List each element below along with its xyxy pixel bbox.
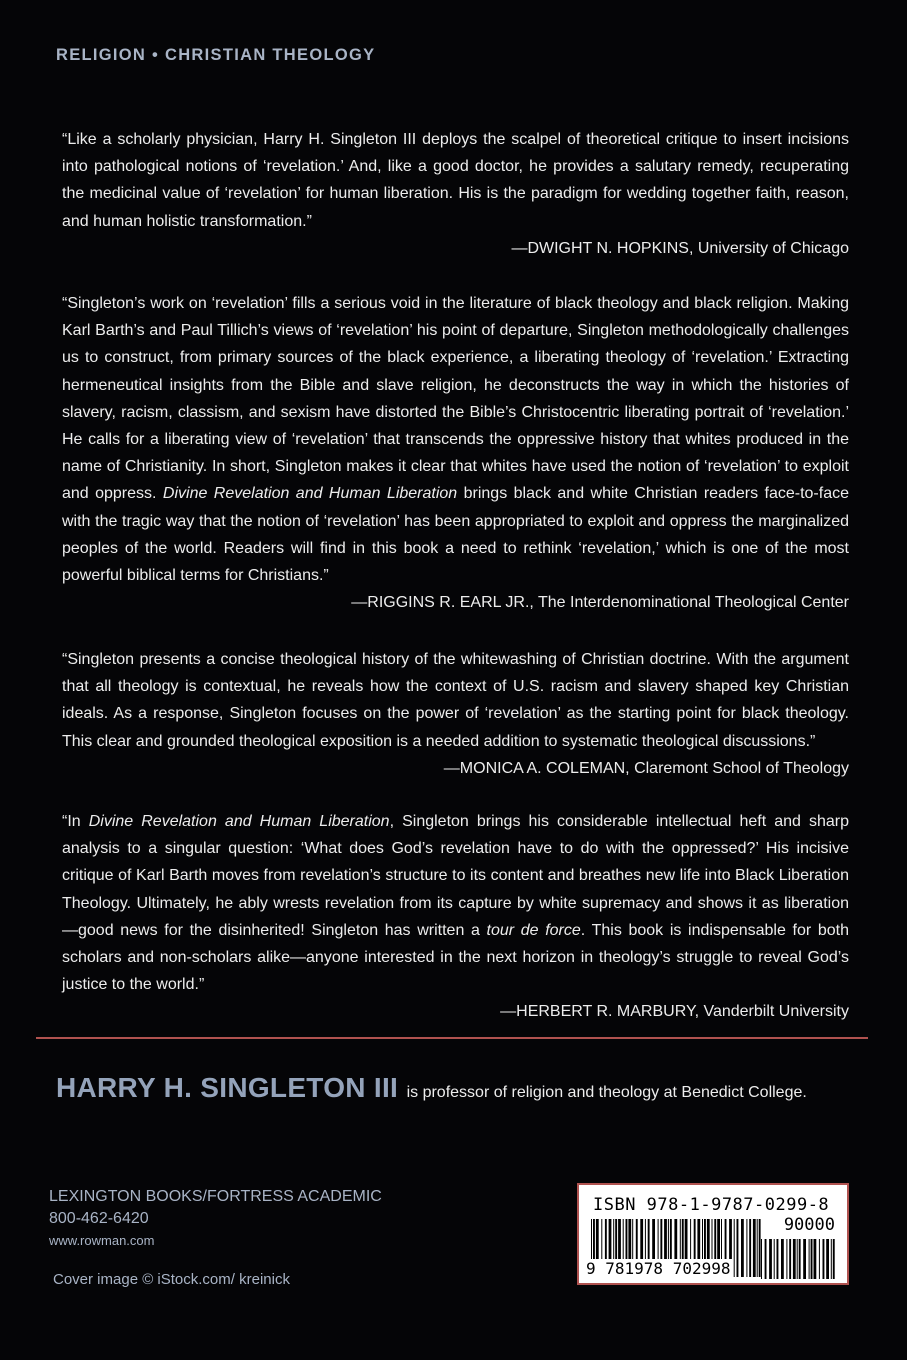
author-bio: [56, 1072, 807, 1104]
endorser-name: —RIGGINS R. EARL JR.: [351, 594, 530, 612]
publisher-website: www.rowman.com: [49, 1233, 155, 1248]
quote-attribution: [62, 998, 849, 1025]
barcode-bar: [819, 1239, 820, 1279]
category-label: RELIGION • CHRISTIAN THEOLOGY: [56, 46, 376, 64]
quote-text: [62, 808, 849, 998]
cover-credit: Cover image © iStock.com/ kreinick: [53, 1271, 290, 1288]
endorsement-quote: [62, 126, 849, 262]
endorser-affiliation: , The Interdenominational Theological Center: [529, 594, 849, 612]
endorser-name: —DWIGHT N. HOPKINS: [511, 239, 689, 257]
publisher-info: [49, 1186, 382, 1252]
quote-text: [62, 290, 849, 589]
quote-segment: . This book is indispensable for both scholars and non-scholars alike—anyone interested in the next horizon in theology’s struggle to reveal God’s justice to the world.”: [62, 921, 850, 994]
barcode-bar: [753, 1219, 756, 1277]
barcode-bar: [769, 1239, 772, 1279]
italic-title: Divine Revelation and Human Liberation: [88, 813, 390, 830]
endorser-affiliation: , University of Chicago: [688, 239, 849, 257]
italic-title: Divine Revelation and Human Liberation: [162, 485, 458, 503]
barcode-bar: [746, 1219, 747, 1277]
endorsement-quote: [62, 646, 849, 782]
barcode-bar: [777, 1239, 779, 1279]
italic-title: tour de force: [486, 921, 581, 939]
addon-barcode-bars: [761, 1239, 835, 1279]
barcode-bar: [765, 1239, 767, 1279]
barcode-bar: [786, 1239, 787, 1279]
barcode-bar: [799, 1239, 801, 1279]
barcode-bar: [781, 1239, 784, 1279]
isbn-barcode: [577, 1183, 849, 1285]
barcode-bar: [831, 1239, 832, 1279]
endorser-name: —HERBERT R. MARBURY: [500, 1003, 695, 1021]
barcode-bar: [826, 1239, 829, 1279]
barcode-bar: [737, 1219, 739, 1277]
publisher-phone: 800-462-6420: [49, 1210, 149, 1227]
endorsement-quote: [62, 808, 849, 1026]
quote-segment: “In: [62, 813, 89, 830]
endorser-name: —MONICA A. COLEMAN: [443, 759, 626, 777]
barcode-bar: [797, 1239, 798, 1279]
barcode-bar: [749, 1219, 751, 1277]
barcode-bar: [774, 1239, 775, 1279]
barcode-bar: [811, 1239, 813, 1279]
publisher-name: LEXINGTON BOOKS/FORTRESS ACADEMIC: [49, 1188, 382, 1205]
author-description: is professor of religion and theology at Benedict College.: [406, 1084, 807, 1101]
ean-digits: 9 781978 702998: [586, 1259, 731, 1278]
quote-segment: “Singleton’s work on ‘revelation’ fills a serious void in the literature of black theology and black religion. Making Karl Barth’s and Paul Tillich’s views of ‘revelation’ his point of departure, Singleton methodologically challenges us to construct, from primary sources of the black experience, a liberating theology of ‘revelation.’ Extracting hermeneutical insights from the Bible and slave religion, he deconstructs the way in which the histories of slavery, racism, classism, and sexism have distorted the Bible’s Christocentric liberating portrait of ‘revelation.’ He calls for a liberating view of ‘revelation’ that transcends the oppressive history that whites produced in the name of Christianity. In short, Singleton makes it clear that whites have used the notion of ‘revelation’ to exploit and oppress.: [62, 295, 849, 503]
quote-attribution: [62, 755, 849, 782]
barcode-bar: [803, 1239, 806, 1279]
quote-segment: “Like a scholarly physician, Harry H. Singleton III deploys the scalpel of theoretical critique to insert incisions into pathological notions of ‘revelation.’ And, like a good doctor, he provides a salutary remedy, recuperating the medicinal value of ‘revelation’ for human liberation. His is the paradigm for wedding together faith, reason, and human holistic transformation.”: [62, 131, 849, 230]
quote-text: [62, 646, 849, 755]
author-name: HARRY H. SINGLETON III: [56, 1072, 399, 1103]
barcode-bar: [761, 1239, 762, 1279]
barcode-bar: [809, 1239, 810, 1279]
endorser-affiliation: , Claremont School of Theology: [625, 759, 849, 777]
barcode-bar: [823, 1239, 825, 1279]
divider-rule: [36, 1037, 868, 1039]
quote-text: [62, 126, 849, 235]
endorsement-quote: [62, 290, 849, 616]
barcode-bar: [757, 1219, 758, 1277]
barcode-bar: [734, 1219, 735, 1277]
price-addon: 90000: [783, 1215, 835, 1235]
barcode-bar: [741, 1219, 744, 1277]
isbn-label: ISBN 978-1-9787-0299-8: [593, 1195, 830, 1215]
barcode-bar: [814, 1239, 817, 1279]
barcode-bar: [793, 1239, 796, 1279]
quote-segment: brings black and white Christian readers face-to-face with the tragic way that the notion of ‘revelation’ has been appropriated to exploit and oppress the marginalized peoples of the world. Readers will find in this book a need to rethink ‘revelation,’ which is one of the most powerful biblical terms for Christians.”: [62, 485, 849, 585]
barcode-bar: [789, 1239, 791, 1279]
quote-attribution: [62, 235, 849, 262]
barcode-bar: [833, 1239, 835, 1279]
quote-attribution: [62, 589, 849, 616]
endorser-affiliation: , Vanderbilt University: [694, 1003, 849, 1021]
quote-segment: , Singleton brings his considerable intellectual heft and sharp analysis to a singular question: ‘What does God’s revelation have to do with the oppressed?’ His incisive critique of Karl Barth moves from revelation’s structure to its content and breathes new life into Black Liberation Theology. Ultimately, he ably wrests revelation from its capture by white supremacy and shows it as liberation—good news for the disinherited! Singleton has written a: [62, 813, 849, 939]
quote-segment: “Singleton presents a concise theological history of the whitewashing of Christian doctrine. With the argument that all theology is contextual, he reveals how the context of U.S. racism and slavery shaped key Christian ideals. As a response, Singleton focuses on the power of ‘revelation’ as the starting point for black theology. This clear and grounded theological exposition is a needed addition to systematic theological discussions.”: [62, 651, 849, 750]
